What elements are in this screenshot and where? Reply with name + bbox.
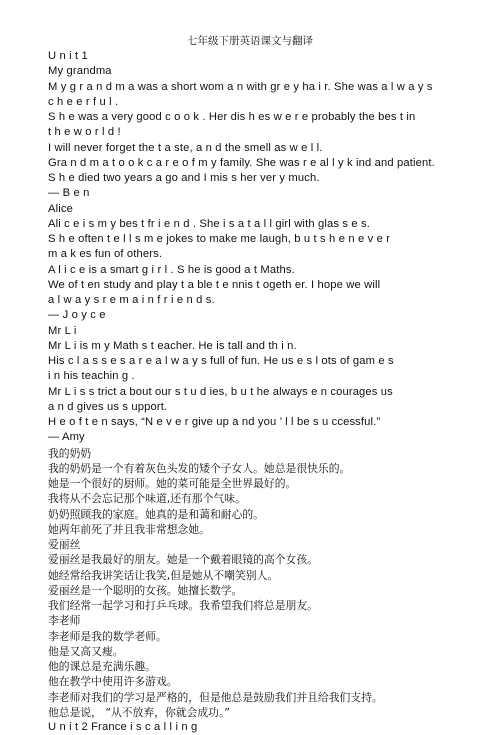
text-line: a n d gives us s upport. — [48, 400, 168, 413]
text-line: A l i c e is a smart g i r l . S he is good a t Maths. — [48, 263, 295, 276]
document-title: 七年级下册英语课文与翻译 — [187, 35, 313, 47]
text-line: U n i t 1 — [48, 50, 88, 62]
text-line: m a k es fun of others. — [48, 248, 163, 261]
text-line: 我的奶奶是一个有着灰色头发的矮个子女人。她总是很快乐的。 — [48, 461, 351, 475]
text-line: 李老师对我们的学习是严格的，但是他总是鼓励我们并且给我们支持。 — [48, 690, 383, 704]
text-line: We of t en study and play t a ble t e nnis t ogeth er. I hope we will — [48, 278, 381, 291]
text-line: 他是又高又瘦。 — [48, 644, 124, 658]
text-line: a l w a y s r e m a i n f r i e n d s. — [48, 294, 215, 306]
text-line: His c l a s s e s a r e a l w a y s full of fun. He us e s l ots of gam e s — [48, 355, 394, 367]
text-line: S h e died two years a go and I mis s her ver y much. — [48, 172, 320, 184]
text-line: 爱丽丝是我最好的朋友。她是一个戴着眼镜的高个女孩。 — [48, 553, 318, 567]
text-line: I will never forget the t a ste, a n d the smell as w e l l. — [48, 141, 323, 154]
text-line: M y g r a n d m a was a short wom a n with gr e y ha i r. She was a l w a y s — [48, 80, 433, 93]
text-line: t h e w o r l d ! — [48, 126, 121, 139]
text-line: H e o f t e n says, “N e v e r give up a nd you ’ l l be s u ccessful.” — [48, 416, 381, 428]
text-line: i n his teachin g . — [48, 370, 135, 383]
text-line: 她是一个很好的厨师。她的菜可能是全世界最好的。 — [48, 477, 297, 490]
text-line: 她两年前死了并且我非常想念她。 — [48, 522, 210, 536]
text-line: 我们经常一起学习和打乒乓球。我希望我们将总是朋友。 — [48, 599, 318, 612]
text-line: 奶奶照顾我的家庭。她真的是和蔼和耐心的。 — [48, 507, 264, 521]
text-line: 爱丽丝 — [48, 538, 81, 551]
text-line: c h e e r f u l . — [48, 95, 119, 108]
text-line: — Amy — [48, 431, 85, 444]
text-line: 爱丽丝是一个聪明的女孩。她擅长数学。 — [48, 583, 243, 597]
text-line: 我将从不会忘记那个味道,还有那个气味。 — [48, 492, 246, 506]
text-line: — B e n — [48, 187, 90, 200]
text-line: S h e often t e l l s m e jokes to make me laugh, b u t s h e n e v e r — [48, 233, 391, 245]
text-line: Mr L i is m y Math s t eacher. He is tall and th i n. — [48, 339, 297, 352]
text-line: Gra n d m a t o o k c a r e o f m y family. She was r e al l y k ind and patient. — [48, 156, 435, 169]
text-line: 李老师是我的数学老师。 — [48, 629, 167, 643]
text-line: 他的课总是充满乐趣。 — [48, 660, 156, 673]
text-line: S h e was a very good c o o k . Her dis h es w e r e probably the bes t in — [48, 111, 416, 123]
text-line: Alice — [48, 202, 73, 215]
text-line: 他总是说， “从不放弃，你就会成功。” — [48, 705, 230, 719]
text-line: 李老师 — [48, 614, 81, 628]
document-body — [48, 49, 454, 735]
text-line: U n i t 2 France i s c a l l i n g — [48, 721, 198, 733]
text-line: My grandma — [48, 65, 112, 78]
text-line: Ali c e i s m y bes t fr i e n d . She i s a t a l l girl with glas s e s. — [48, 217, 370, 230]
text-line: 她经常给我讲笑话让我笑,但是她从不嘲笑别人。 — [48, 568, 279, 582]
text-line: — J o y c e — [48, 309, 106, 322]
text-line: 我的奶奶 — [48, 446, 92, 460]
text-line: Mr L i s s trict a bout our s t u d ies, b u t he always e n courages us — [48, 385, 393, 398]
text-line: 他在教学中使用许多游戏。 — [48, 675, 178, 689]
text-line: Mr L i — [48, 324, 77, 337]
